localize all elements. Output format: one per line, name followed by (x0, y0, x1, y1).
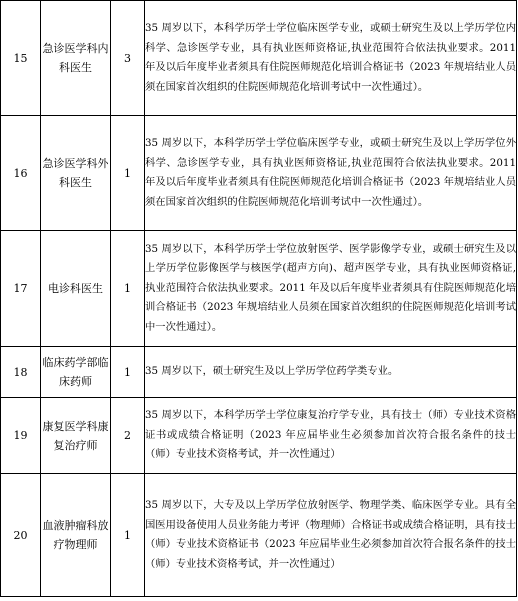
headcount: 1 (111, 347, 145, 398)
table-row (1, 398, 517, 474)
row-number: 15 (1, 1, 41, 116)
requirement-text: 35 周岁以下，大专及以上学历学位放射医学、物理学类、临床医学专业。具有全国医用设备使用人员业务能力考评（物理师）合格证书或成绩合格证明，具有技士（师）专业技术资格证书（2023 年应届毕业生必须参加首次符合报名条件的技士（师）专业技术资格考试，并一次性通过） (145, 474, 517, 597)
requirement-text: 35 周岁以下，本科学历学士学位放射医学、医学影像学专业，或硕士研究生及以上学历学位影像医学与核医学(超声方向)、超声医学专业，具有执业医师资格证,执业范围符合依法执业要求。2011 年及以后年度毕业者须具有住院医师规范化培训合格证书（2023 年规培结业人员须在国家首次组织的住院医师规范化培训考试中一次性通过）。 (145, 231, 517, 347)
headcount: 3 (111, 1, 145, 116)
requirement-text: 35 周岁以下，本科学历学士学位临床医学专业，或硕士研究生及以上学历学位内科学、急诊医学专业，具有执业医师资格证,执业范围符合依法执业要求。2011 年及以后年度毕业者须具有住院医师规范化培训合格证书（2023 年规培结业人员须在国家首次组织的住院医师规范化培训考试中一次性通过）。 (145, 1, 517, 116)
row-number: 17 (1, 231, 41, 347)
row-number: 18 (1, 347, 41, 398)
row-number: 19 (1, 398, 41, 474)
table-row (1, 231, 517, 347)
headcount: 1 (111, 231, 145, 347)
post-name: 急诊医学科内科医生 (41, 1, 111, 116)
row-number: 20 (1, 474, 41, 597)
post-name: 电诊科医生 (41, 231, 111, 347)
post-name: 临床药学部临床药师 (41, 347, 111, 398)
post-name: 血液肿瘤科放疗物理师 (41, 474, 111, 597)
headcount: 1 (111, 116, 145, 231)
requirement-text: 35 周岁以下，本科学历学士学位康复治疗学专业，具有技士（师）专业技术资格证书或成绩合格证明（2023 年应届毕业生必须参加首次符合报名条件的技士（师）专业技术资格考试，并一次性通过） (145, 398, 517, 474)
headcount: 1 (111, 474, 145, 597)
table-row (1, 1, 517, 116)
table-row (1, 347, 517, 398)
post-name: 康复医学科康复治疗师 (41, 398, 111, 474)
requirement-text: 35 周岁以下，本科学历学士学位临床医学专业，或硕士研究生及以上学历学位外科学、急诊医学专业，具有执业医师资格证,执业范围符合依法执业要求。2011 年及以后年度毕业者须具有住院医师规范化培训合格证书（2023 年规培结业人员须在国家首次组织的住院医师规范化培训考试中一次性通过）。 (145, 116, 517, 231)
headcount: 2 (111, 398, 145, 474)
row-number: 16 (1, 116, 41, 231)
post-name: 急诊医学科外科医生 (41, 116, 111, 231)
table-row (1, 474, 517, 597)
requirement-text: 35 周岁以下，硕士研究生及以上学历学位药学类专业。 (145, 347, 517, 398)
table-row (1, 116, 517, 231)
